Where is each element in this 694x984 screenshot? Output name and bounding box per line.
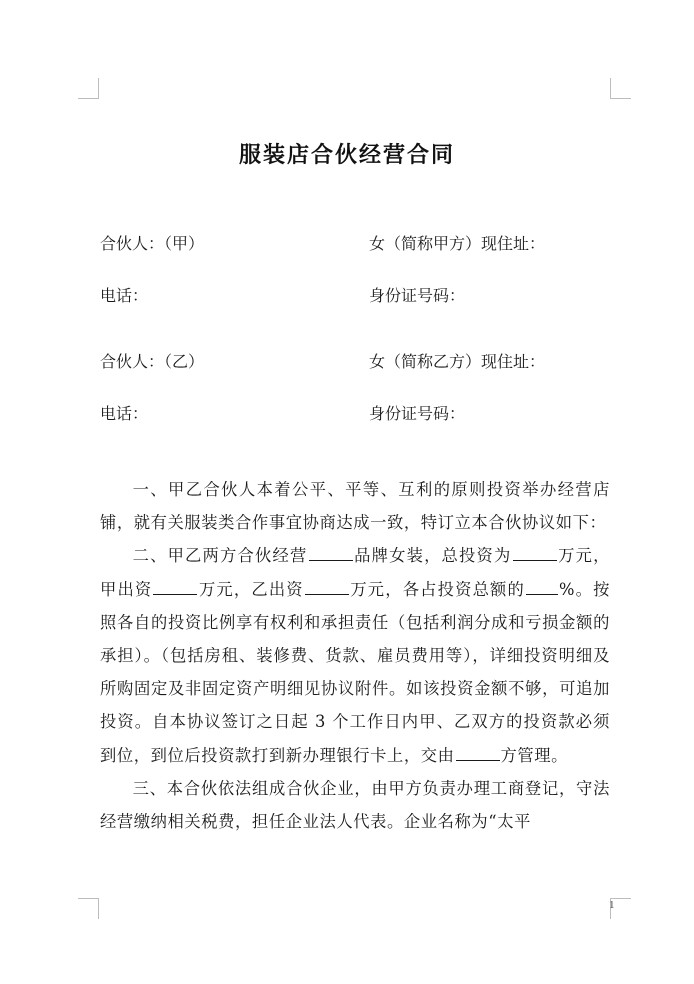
page-number: 1 [609,899,615,911]
clause-2-part-2: 品牌女装，总投资为 [353,546,512,566]
clause-2-part-1: 二、甲乙两方合伙经营 [132,546,308,566]
manager-blank [456,742,500,761]
party-b-partner-label: 合伙人：（乙） [100,352,205,371]
clause-2-part-6: %。按照各自的投资比例享有权利和承担责任（包括利润分成和亏损金额的承担）。（包括房租、装修费、货款、雇员费用等），详细投资明细及所购固定及非固定资产明细见协议附件。如该投资金额不够，可追加投资。自本协议签订之日起 3 个工作日内甲、乙双方的投资款必须到位，到位后投资款打到新办理银行卡上，交由 [100,579,610,765]
party-a-id-label: 身份证号码： [369,286,466,305]
crop-mark-top-left [78,78,99,99]
clause-3: 三、本合伙依法组成合伙企业，由甲方负责办理工商登记，守法经营缴纳相关税费，担任企业法人代表。企业名称为“太平 [100,778,610,832]
percentage-blank [526,576,558,595]
clause-2-part-4: 万元，乙出资 [198,579,304,599]
brand-blank [309,542,353,561]
party-b-phone-label: 电话： [100,404,149,423]
party-b-investment-blank [305,576,349,595]
crop-mark-top-right [610,78,631,99]
party-a-phone-label: 电话： [100,286,149,305]
crop-mark-bottom-left [78,898,99,919]
party-b-address-label: 女（简称乙方）现住址： [369,352,546,371]
total-investment-blank [513,542,557,561]
document-title: 服装店合伙经营合同 [238,142,455,168]
party-a-partner-label: 合伙人：（甲） [100,234,205,253]
clause-2 [100,539,610,771]
clause-2-part-5: 万元，各占投资总额的 [349,579,525,599]
party-b-id-label: 身份证号码： [369,404,466,423]
clause-2-part-7: 方管理。 [500,745,569,765]
contract-body [100,473,610,838]
party-a-investment-blank [153,576,197,595]
party-a-address-label: 女（简称甲方）现住址： [369,234,546,253]
clause-1: 一、甲乙合伙人本着公平、平等、互利的原则投资举办经营店铺，就有关服装类合作事宜协商达成一致，特订立本合伙协议如下： [100,480,610,533]
clause-2-part-3: 万元，甲出资 [100,546,610,599]
